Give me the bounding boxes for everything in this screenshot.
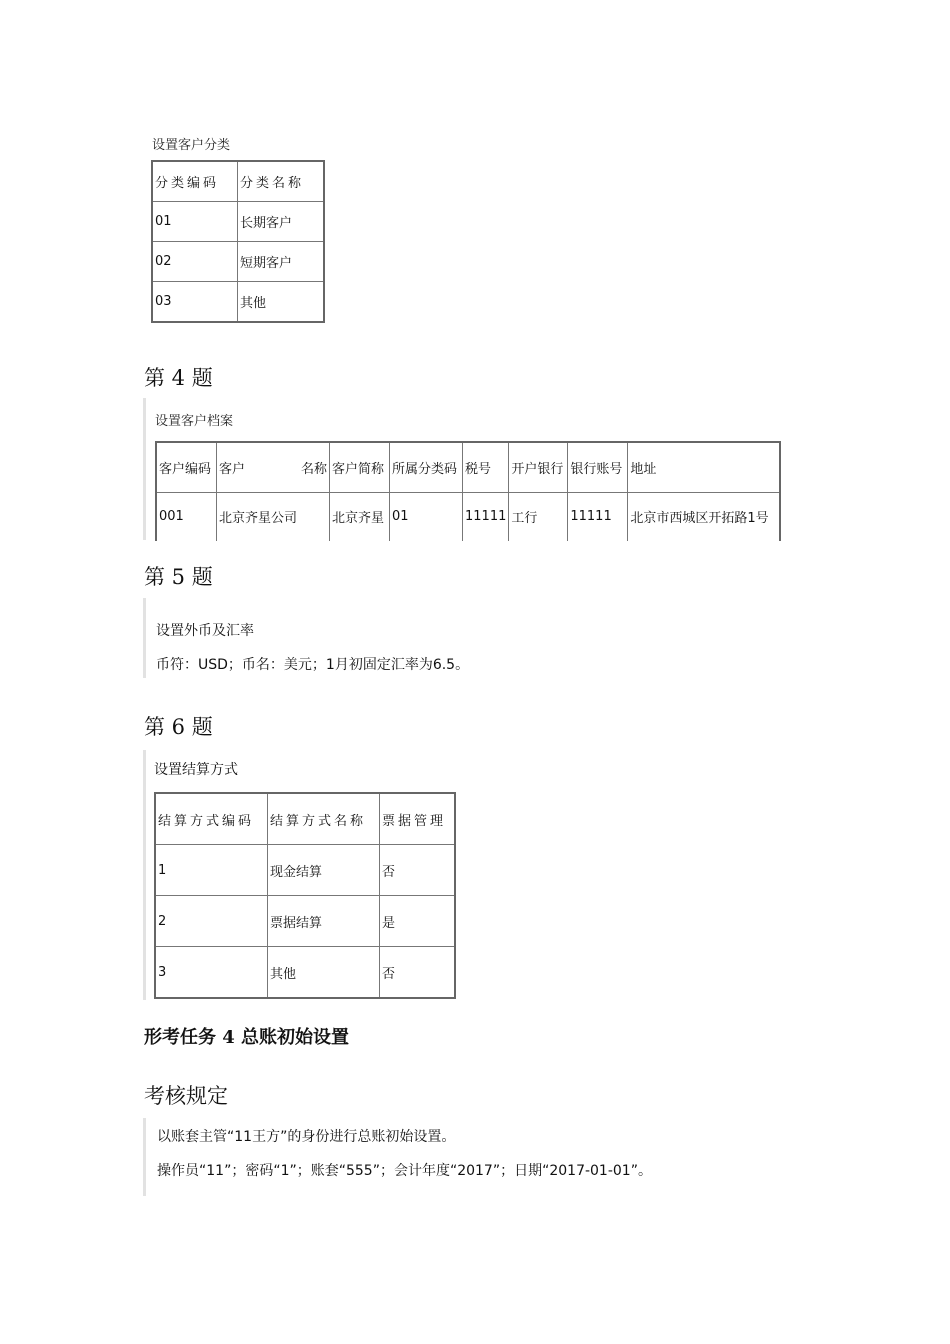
cell-bill-management: 是: [380, 896, 456, 947]
customer-category-table: [151, 160, 325, 323]
q5-heading: 第 5 题: [144, 565, 213, 589]
cell-method-code: 2: [155, 896, 268, 947]
quote-bar: [143, 398, 149, 540]
cell-bill-management: 否: [380, 947, 456, 999]
cell-category-code: 01: [390, 492, 463, 541]
header-category-code: 所属分类码: [390, 442, 463, 492]
q3-caption: 设置客户分类: [152, 138, 231, 153]
header-tax-number: 税号: [463, 442, 509, 492]
table-header-row: [155, 793, 455, 845]
cell-bill-management: 否: [380, 845, 456, 896]
customer-file-table: [155, 441, 781, 541]
header-customer-name: [217, 442, 330, 492]
cell-address: 北京市西城区开拓路1号: [628, 492, 780, 541]
cell-code: 01: [152, 202, 238, 242]
quote-bar: [143, 598, 149, 678]
cell-method-code: 1: [155, 845, 268, 896]
cell-code: 03: [152, 282, 238, 323]
cell-name: 长期客户: [238, 202, 325, 242]
cell-method-name: 其他: [268, 947, 380, 999]
q6-heading: 第 6 题: [144, 715, 213, 739]
task4-subheading: 考核规定: [144, 1084, 228, 1108]
cell-tax-number: 11111: [463, 492, 509, 541]
header-method-name: 结算方式名称: [268, 793, 380, 845]
q6-caption: 设置结算方式: [154, 762, 238, 778]
task4-line2: 操作员“11”；密码“1”；账套“555”；会计年度“2017”；日期“2017-01-01”。: [157, 1163, 652, 1179]
table-row: [155, 947, 455, 999]
cell-method-code: 3: [155, 947, 268, 999]
table-row: [155, 845, 455, 896]
header-address: 地址: [628, 442, 780, 492]
q4-caption: 设置客户档案: [155, 414, 234, 429]
header-short-name: 客户简称: [330, 442, 390, 492]
table-row: [155, 896, 455, 947]
cell-bank-account: 11111: [568, 492, 628, 541]
table-header-row: [152, 161, 324, 202]
cell-code: 02: [152, 242, 238, 282]
header-method-code: 结算方式编码: [155, 793, 268, 845]
q4-heading: 第 4 题: [144, 366, 213, 390]
task4-title: 形考任务 4 总账初始设置: [144, 1027, 350, 1048]
cell-name: 短期客户: [238, 242, 325, 282]
cell-method-name: 票据结算: [268, 896, 380, 947]
q5-text: 币符：USD；币名：美元；1月初固定汇率为6.5。: [156, 657, 470, 673]
table-row: [152, 242, 324, 282]
header-bank-account: 银行账号: [568, 442, 628, 492]
cell-name: 其他: [238, 282, 325, 323]
settlement-method-table: [154, 792, 456, 999]
quote-bar: [143, 750, 149, 1000]
cell-bank: 工行: [509, 492, 568, 541]
header-bill-management: 票据管理: [380, 793, 456, 845]
cell-short-name: 北京齐星: [330, 492, 390, 541]
header-customer-name-part2: 名称: [300, 461, 327, 477]
cell-customer-name: 北京齐星公司: [217, 492, 330, 541]
header-category-code: 分类编码: [152, 161, 238, 202]
header-category-name: 分类名称: [238, 161, 325, 202]
customer-file-table-crop: [155, 441, 783, 541]
task4-line1: 以账套主管“11王方”的身份进行总账初始设置。: [157, 1129, 456, 1145]
cell-method-name: 现金结算: [268, 845, 380, 896]
header-customer-name-part1: 客户: [219, 461, 246, 477]
table-header-row: [156, 442, 780, 492]
quote-bar: [143, 1118, 149, 1196]
table-row: [152, 202, 324, 242]
header-customer-code: 客户编码: [156, 442, 217, 492]
q5-caption: 设置外币及汇率: [156, 623, 254, 639]
table-row: [156, 492, 780, 541]
header-bank: 开户银行: [509, 442, 568, 492]
table-row: [152, 282, 324, 323]
cell-customer-code: 001: [156, 492, 217, 541]
